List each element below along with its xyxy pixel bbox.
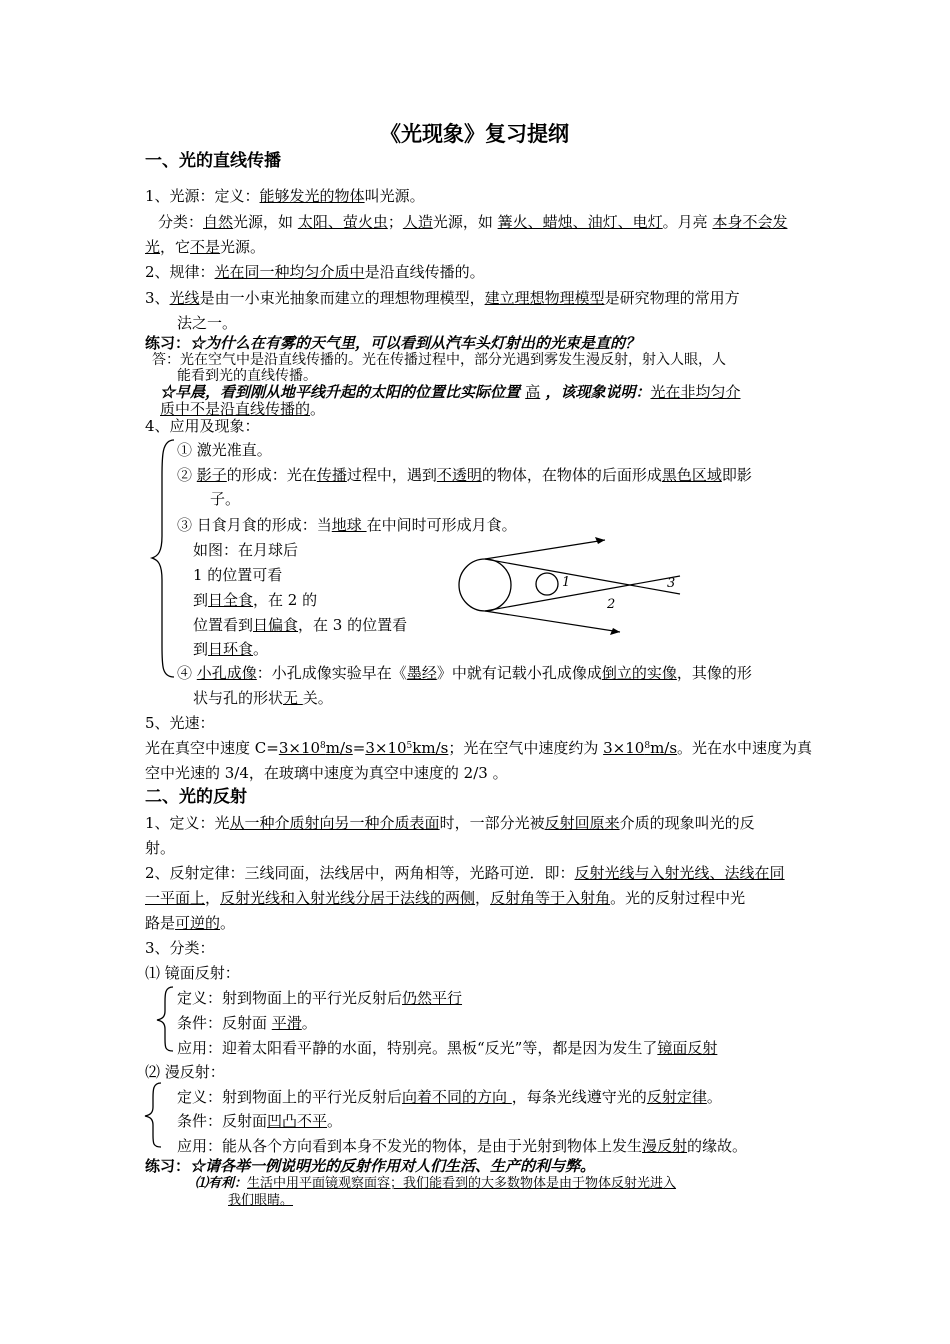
section-2-heading: 二、光的反射: [145, 787, 247, 807]
position-label-1: 1: [562, 575, 571, 590]
diffuse-application: 应用：能从各个方向看到本身不发光的物体，是由于光射到物体上发生漫反射的缘故。: [177, 1137, 748, 1155]
pinhole-imaging-cont: 状与孔的形状无 关。: [193, 689, 333, 707]
reflection-definition: 1、定义：光从一种介质射向另一种介质表面时，一部分光被反射回原来介质的现象叫光的反: [145, 814, 755, 832]
propagation-rule: 2、规律：光在同一种均匀介质中是沿直线传播的。: [145, 263, 485, 281]
specular-condition: 条件：反射面 平滑。: [177, 1014, 317, 1032]
practice-answer-advantage: ⑴有利：生活中用平面镜观察面容；我们能看到的大多数物体是由于物体反射光进入: [195, 1176, 677, 1191]
specular-brace: [155, 984, 179, 1054]
specular-application: 应用：迎着太阳看平静的水面，特别亮。黑板“反光”等，都是因为发生了镜面反射: [177, 1039, 718, 1057]
practice-question-2: ☆早晨，看到刚从地平线升起的太阳的位置比实际位置 高 ，该现象说明：光在非均匀介: [160, 383, 741, 401]
applications-brace: [150, 436, 180, 681]
figure-caption-line-5: 到日环食。: [193, 640, 269, 658]
diffuse-brace: [143, 1080, 167, 1150]
position-label-2: 2: [607, 597, 616, 612]
pinhole-imaging: ④ 小孔成像：小孔成像实验早在《墨经》中就有记载小孔成像成倒立的实像，其像的形: [177, 664, 752, 682]
eclipse-formation: ③ 日食月食的形成：当地球 在中间时可形成月食。: [177, 516, 517, 534]
shadow-formation-cont: 子。: [210, 490, 241, 508]
reflection-law: 2、反射定律：三线同面，法线居中，两角相等，光路可逆．即：反射光线与入射光线、法线在同: [145, 864, 785, 882]
specular-definition: 定义：射到物面上的平行光反射后仍然平行: [177, 989, 463, 1007]
reflection-definition-cont: 射。: [145, 839, 176, 857]
figure-caption-line-1: 如图：在月球后: [193, 541, 299, 559]
practice-question-3: 练习：☆请各举一例说明光的反射作用对人们生活、生产的利与弊。: [145, 1157, 596, 1175]
applications-heading: 4、应用及现象：: [145, 417, 260, 435]
section-1-heading: 一、光的直线传播: [145, 151, 281, 171]
speed-of-light: 光在真空中速度 $C=3\times 10^8m/s=3\times 10^5km/s$；光在空气中速度约为 $3\times 10^8m/s$。光在水中速度为真: [145, 739, 813, 757]
light-source-categories-cont: 光，它不是光源。: [145, 238, 266, 256]
figure-caption-line-2: 1 的位置可看: [193, 566, 283, 584]
shadow-formation: ② 影子的形成：光在传播过程中，遇到不透明的物体，在物体的后面形成黑色区域即影: [177, 466, 752, 484]
figure-caption-line-3: 到日全食，在 2 的: [193, 591, 318, 609]
moon-circle: [536, 573, 558, 595]
specular-reflection-label: ⑴ 镜面反射：: [145, 964, 240, 982]
practice-answer-advantage-cont: 我们眼睛。: [228, 1193, 294, 1208]
diffuse-condition: 条件：反射面凹凸不平。: [177, 1112, 343, 1130]
practice-answer-1-cont: 能看到光的直线传播。: [177, 368, 317, 384]
reflection-types-heading: 3、分类：: [145, 939, 215, 957]
practice-answer-1: 答：光在空气中是沿直线传播的。光在传播过程中，部分光遇到雾发生漫反射，射入人眼，人: [152, 352, 726, 368]
light-ray-model-cont: 法之一。: [177, 314, 238, 332]
sun-circle: [459, 559, 511, 611]
diffuse-reflection-label: ⑵ 漫反射：: [145, 1063, 225, 1081]
speed-heading: 5、光速：: [145, 714, 215, 732]
laser-alignment: ① 激光准直。: [177, 441, 272, 459]
light-source-definition: 1、光源：定义：能够发光的物体叫光源。: [145, 187, 425, 205]
eclipse-diagram: [455, 532, 695, 642]
practice-question-1: 练习：☆为什么在有雾的天气里，可以看到从汽车头灯射出的光束是直的？: [145, 334, 641, 352]
reflection-law-cont: 一平面上，反射光线和入射光线分居于法线的两侧，反射角等于入射角。光的反射过程中光: [145, 889, 746, 907]
figure-caption-line-4: 位置看到日偏食，在 3 的位置看: [193, 616, 408, 634]
diffuse-definition: 定义：射到物面上的平行光反射后向着不同的方向 ，每条光线遵守光的反射定律。: [177, 1088, 722, 1106]
reflection-law-cont-2: 路是可逆的。: [145, 914, 236, 932]
page-title: 《光现象》复习提纲: [380, 122, 569, 146]
practice-question-2-cont: 质中不是沿直线传播的。: [160, 400, 326, 418]
speed-of-light-cont: 空中光速的 3/4，在玻璃中速度为真空中速度的 2/3 。: [145, 764, 508, 782]
light-source-categories: 分类：自然光源，如 太阳、萤火虫；人造光源，如 篝火、蜡烛、油灯、电灯。月亮 本身不会发: [158, 213, 788, 231]
position-label-3: 3: [667, 576, 676, 591]
light-ray-model: 3、光线是由一小束光抽象而建立的理想物理模型，建立理想物理模型是研究物理的常用方: [145, 289, 740, 307]
